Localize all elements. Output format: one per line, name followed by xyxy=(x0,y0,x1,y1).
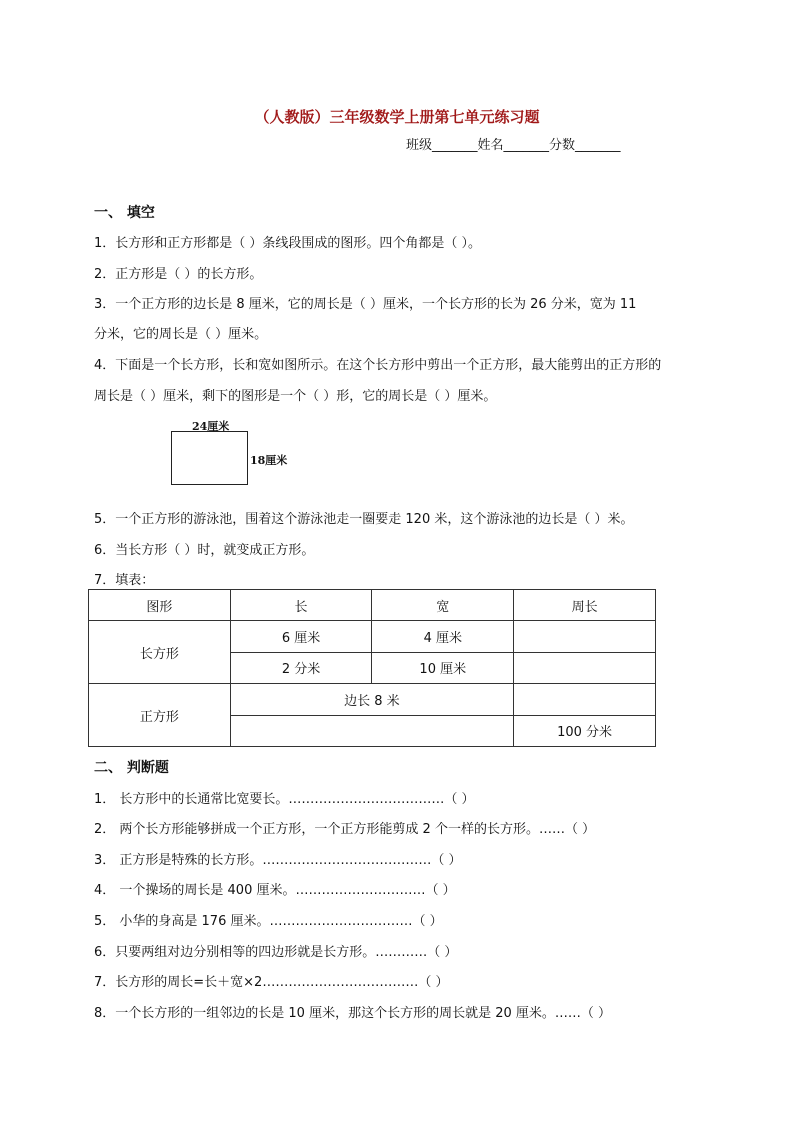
question-6: 6．当长方形（ ）时，就变成正方形。 xyxy=(94,543,315,558)
header-perimeter: 周长 xyxy=(514,590,656,621)
square-label-cell: 正方形 xyxy=(89,684,231,747)
rectangle-figure xyxy=(171,431,248,485)
question-2: 2．正方形是（ ）的长方形。 xyxy=(94,267,263,282)
question-7: 7．填表： xyxy=(94,573,155,588)
judge-item-2: 2． 两个长方形能够拼成一个正方形，一个正方形能剪成 2 个一样的长方形。……（ ） xyxy=(94,822,596,837)
judge-item-8: 8．一个长方形的一组邻边的长是 10 厘米，那这个长方形的周长就是 20 厘米。……（ ） xyxy=(94,1006,612,1021)
page-title: （人教版）三年级数学上册第七单元练习题 xyxy=(254,108,540,126)
fill-in-table xyxy=(88,589,656,747)
table-cell: 6 厘米 xyxy=(230,621,372,653)
judge-item-7: 7．长方形的周长=长＋宽×2………………………………（ ） xyxy=(94,975,449,990)
judge-item-4: 4． 一个操场的周长是 400 厘米。…………………………（ ） xyxy=(94,883,456,898)
table-cell: 4 厘米 xyxy=(372,621,514,653)
table-cell: 2 分米 xyxy=(230,652,372,684)
judge-item-6: 6．只要两组对边分别相等的四边形就是长方形。…………（ ） xyxy=(94,945,458,960)
header-length: 长 xyxy=(230,590,372,621)
figure-length-label: 24厘米 xyxy=(192,420,230,433)
table-cell xyxy=(514,684,656,716)
table-header-row xyxy=(89,590,656,621)
table-row xyxy=(89,621,656,653)
question-4-line-2: 周长是（ ）厘米，剩下的图形是一个（ ）形，它的周长是（ ）厘米。 xyxy=(94,389,497,404)
judge-item-1: 1． 长方形中的长通常比宽要长。………………………………（ ） xyxy=(94,792,475,807)
section-fill-blank-heading: 一、 填空 xyxy=(94,205,155,221)
table-cell: 10 厘米 xyxy=(372,652,514,684)
table-cell: 100 分米 xyxy=(514,715,656,747)
judge-item-5: 5． 小华的身高是 176 厘米。……………………………（ ） xyxy=(94,914,443,929)
table-cell xyxy=(514,621,656,653)
student-info-line: 班级_______姓名_______分数_______ xyxy=(406,138,621,153)
question-4-line-1: 4．下面是一个长方形，长和宽如图所示。在这个长方形中剪出一个正方形，最大能剪出的正方形的 xyxy=(94,358,662,373)
question-3-line-2: 分米，它的周长是（ ）厘米。 xyxy=(94,327,268,342)
table-row xyxy=(89,684,656,716)
question-5: 5．一个正方形的游泳池，围着这个游泳池走一圈要走 120 米，这个游泳池的边长是（ ）米。 xyxy=(94,512,634,527)
table-cell: 边长 8 米 xyxy=(230,684,513,716)
table-cell xyxy=(230,715,513,747)
question-1: 1．长方形和正方形都是（ ）条线段围成的图形。四个角都是（ ）。 xyxy=(94,236,482,251)
header-shape: 图形 xyxy=(89,590,231,621)
section-true-false-heading: 二、 判断题 xyxy=(94,760,169,776)
question-3-line-1: 3．一个正方形的边长是 8 厘米，它的周长是（ ）厘米，一个长方形的长为 26 分米，宽为 11 xyxy=(94,297,637,312)
judge-item-3: 3． 正方形是特殊的长方形。…………………………………（ ） xyxy=(94,853,462,868)
header-width: 宽 xyxy=(372,590,514,621)
rectangle-label-cell: 长方形 xyxy=(89,621,231,684)
figure-width-label: 18厘米 xyxy=(250,454,288,467)
table-cell xyxy=(514,652,656,684)
